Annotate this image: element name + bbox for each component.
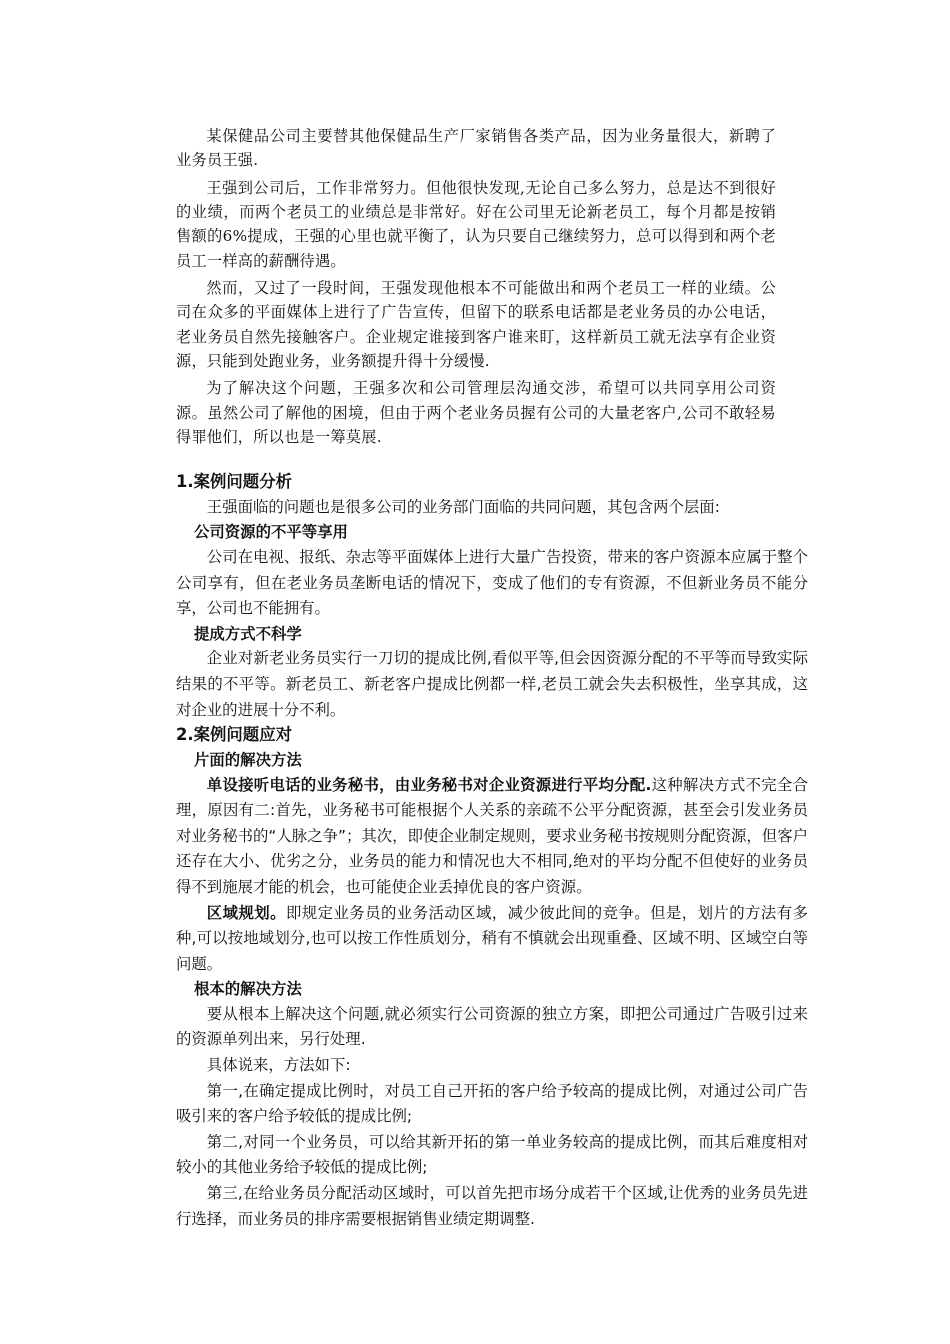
paragraph-method-first: 第一,在确定提成比例时，对员工自己开拓的客户给予较高的提成比例，对通过公司广告吸引来的客户给予较低的提成比例;	[176, 1081, 808, 1126]
subheading-fundamental-solution: 根本的解决方法	[194, 980, 302, 999]
paragraph-method-second: 第二,对同一个业务员，可以给其新开拓的第一单业务较高的提成比例，而其后难度相对较小的其他业务给予较低的提成比例;	[176, 1132, 808, 1177]
paragraph-region-solution	[176, 901, 808, 978]
story-paragraph: 然而，又过了一段时间，王强发现他根本不可能做出和两个老员工一样的业绩。公司在众多的平面媒体上进行了广告宣传，但留下的联系电话都是老业务员的办公电话，老业务员自然先接触客户。企业规定谁接到客户谁来盯，这样新员工就无法享有企业资源，只能到处跑业务，业务额提升得十分缓慢.	[176, 279, 776, 371]
paragraph-secretary-solution	[176, 773, 808, 901]
paragraph-commission-method: 企业对新老业务员实行一刀切的提成比例,看似平等,但会因资源分配的不平等而导致实际结果的不平等。新老员工、新老客户提成比例都一样,老员工就会失去积极性，坐享其成，这对企业的进展十分不利。	[176, 649, 808, 719]
region-solution-text: 即规定业务员的业务活动区域，减少彼此间的竞争。但是，划片的方法有多种,可以按地域划分,也可以按工作性质划分，稍有不慎就会出现重叠、区域不明、区域空白等问题。	[176, 903, 808, 973]
paragraph-fundamental-intro: 要从根本上解决这个问题,就必须实行公司资源的独立方案，即把公司通过广告吸引过来的资源单列出来，另行处理.	[176, 1004, 808, 1049]
region-solution-lead: 区域规划。	[206, 903, 286, 922]
paragraph-method-third: 第三,在给业务员分配活动区域时，可以首先把市场分成若干个区域,让优秀的业务员先进行选择，而业务员的排序需要根据销售业绩定期调整.	[176, 1184, 808, 1228]
subheading-unequal-resources: 公司资源的不平等享用	[194, 523, 348, 542]
case-story	[176, 124, 776, 452]
paragraph-method-lead: 具体说来，方法如下:	[206, 1056, 351, 1075]
analysis-intro: 王强面临的问题也是很多公司的业务部门面临的共同问题，其包含两个层面:	[206, 497, 720, 516]
paragraph-unequal-resources: 公司在电视、报纸、杂志等平面媒体上进行大量广告投资，带来的客户资源本应属于整个公司享有，但在老业务员垄断电话的情况下，变成了他们的专有资源，不但新业务员不能分享，公司也不能拥有。	[176, 547, 808, 618]
case-discussion	[176, 470, 808, 1232]
secretary-solution-lead: 单设接听电话的业务秘书，由业务秘书对企业资源进行平均分配.	[206, 775, 652, 794]
story-paragraph: 王强到公司后，工作非常努力。但他很快发现,无论自己多么努力，总是达不到很好的业绩，而两个老员工的业绩总是非常好。好在公司里无论新老员工，每个月都是按销售额的6%提成，王强的心里也就平衡了，认为只要自己继续努力，总可以得到和两个老员工一样高的薪酬待遇。	[176, 178, 776, 270]
story-paragraph: 某保健品公司主要替其他保健品生产厂家销售各类产品，因为业务量很大，新聘了业务员王强.	[176, 127, 776, 170]
story-paragraph: 为了解决这个问题，王强多次和公司管理层沟通交涉，希望可以共同享用公司资源。虽然公司了解他的困境，但由于两个老业务员握有公司的大量老客户,公司不敢轻易得罪他们，所以也是一筹莫展.	[176, 379, 776, 447]
subheading-partial-solution: 片面的解决方法	[194, 750, 302, 769]
subheading-commission-method: 提成方式不科学	[194, 624, 302, 643]
section-heading-analysis: 1.案例问题分析	[176, 472, 292, 491]
secretary-solution-text: 这种解决方式不完全合理，原因有二:首先，业务秘书可能根据个人关系的亲疏不公平分配资源，甚至会引发业务员对业务秘书的“人脉之争”；其次，即使企业制定规则，要求业务秘书按规则分配资源，但客户还存在大小、优劣之分，业务员的能力和情况也大不相同,绝对的平均分配不但使好的业务员得不到施展才能的机会，也可能使企业丢掉优良的客户资源。	[176, 775, 808, 896]
section-heading-response: 2.案例问题应对	[176, 725, 292, 745]
